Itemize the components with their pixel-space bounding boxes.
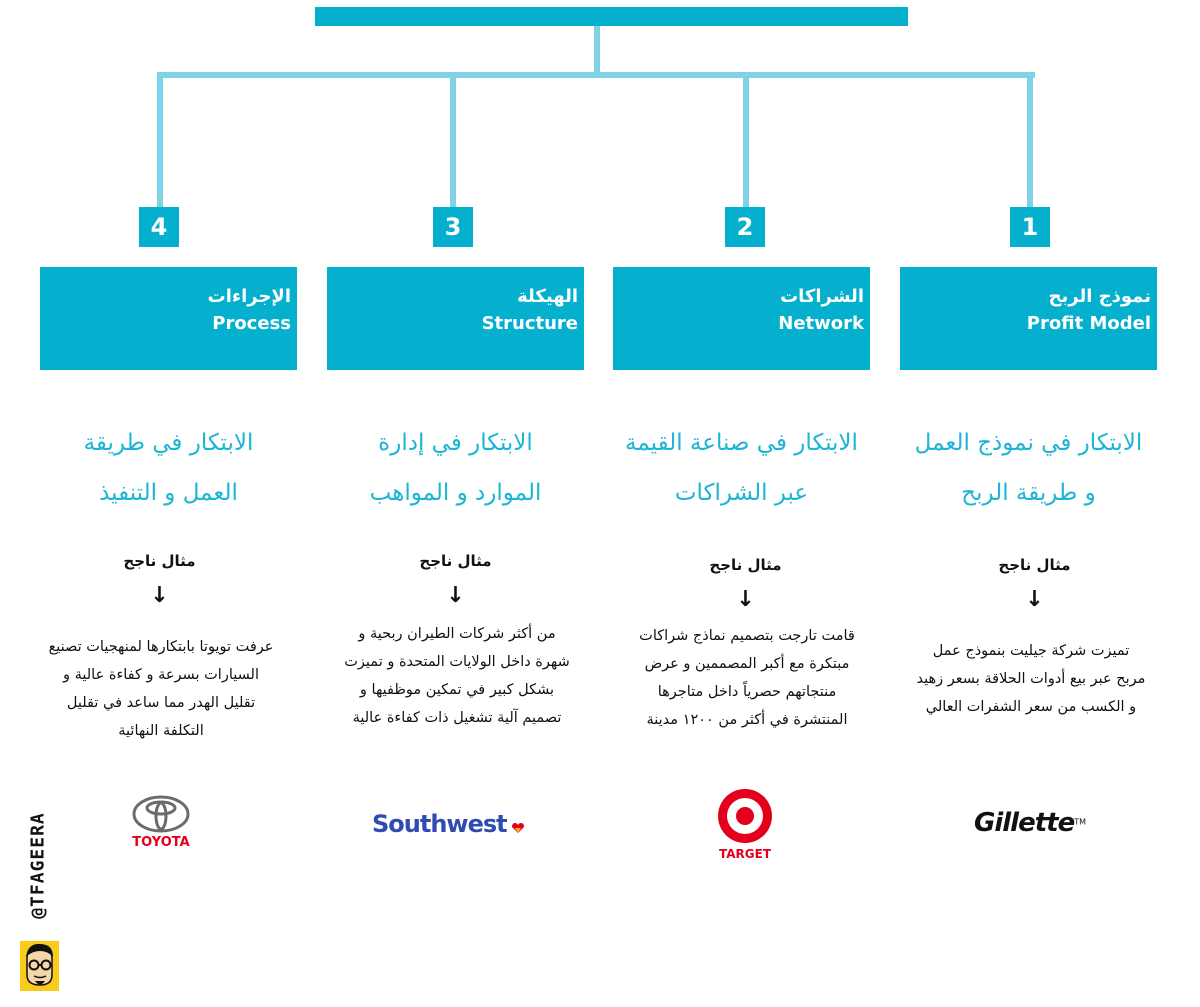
branch-4 [157,72,163,208]
step-number-3: 3 [433,207,473,247]
header-title-ar: نموذج الربح [1048,286,1151,307]
target-bullseye-icon [717,788,773,844]
header-process [40,267,297,370]
example-label-1: مثال ناجح [998,556,1071,574]
branch-1 [1027,72,1033,208]
down-arrow-icon: ↓ [150,583,169,608]
subtitle-process: الابتكار في طريقة العمل و التنفيذ [83,430,254,506]
header-title-ar: الشراكات [780,286,864,307]
southwest-heart-icon [512,823,524,833]
header-title-en: Network [778,313,864,334]
target-logo [713,788,777,863]
southwest-logo [372,810,542,844]
example-label-3: مثال ناجح [419,552,492,570]
horizontal-connector [157,72,1035,78]
step-number-1: 1 [1010,207,1050,247]
step-number-4: 4 [139,207,179,247]
header-structure [327,267,584,370]
toyota-logo [125,795,197,855]
trademark-mark: TM [1074,817,1086,827]
down-arrow-icon: ↓ [446,583,465,608]
header-network [613,267,870,370]
subtitle-profit-model: الابتكار في نموذج العمل و طريقة الربح [914,430,1143,506]
down-arrow-icon: ↓ [736,587,755,612]
avatar [20,941,59,991]
branch-3 [450,72,456,208]
gillette-logo-text: Gillette [974,808,1075,838]
root-stem [594,26,600,78]
description-process: عرفت تويوتا بابتكارها لمنهجيات تصنيع السيارات بسرعة و كفاءة عالية و تقليل الهدر مما ساعد في تقليل التكلفة النهائية [48,639,274,739]
subtitle-network: الابتكار في صناعة القيمة عبر الشراكات [625,430,858,506]
header-title-ar: الإجراءات [207,286,291,307]
header-title-ar: الهيكلة [517,286,578,307]
header-title-en: Process [212,313,291,334]
header-title-en: Profit Model [1026,313,1151,334]
down-arrow-icon: ↓ [1025,587,1044,612]
gillette-logo [974,808,1099,848]
root-bar [315,7,908,26]
target-logo-text: TARGET [718,847,771,861]
toyota-logo-text: TOYOTA [132,835,190,850]
subtitle-structure: الابتكار في إدارة الموارد و المواهب [369,430,542,506]
description-network: قامت تارجت بتصميم نماذج شراكات مبتكرة مع أكبر المصممين و عرض منتجاتهم حصرياً داخل متاجرها المنتشرة في أكثر من ١٢٠٠ مدينة [639,628,855,728]
header-profit-model [900,267,1157,370]
description-structure: من أكثر شركات الطيران ربحية و شهرة داخل الولايات المتحدة و تميزت بشكل كبير في تمكين موظفيها و تصميم آلية تشغيل ذات كفاءة عالية [344,626,570,726]
watermark-handle: @TFAGEERA [27,812,49,919]
step-number-2: 2 [725,207,765,247]
avatar-face-icon [20,941,59,991]
branch-2 [743,72,749,208]
description-profit-model: تميزت شركة جيليت بنموذج عمل مربح عبر بيع أدوات الحلاقة بسعر زهيد و الكسب من سعر الشفرات العالي [916,643,1146,715]
toyota-emblem-icon [132,795,190,833]
example-label-4: مثال ناجح [123,552,196,570]
southwest-logo-text: Southwest [372,810,507,838]
example-label-2: مثال ناجح [709,556,782,574]
header-title-en: Structure [481,313,578,334]
